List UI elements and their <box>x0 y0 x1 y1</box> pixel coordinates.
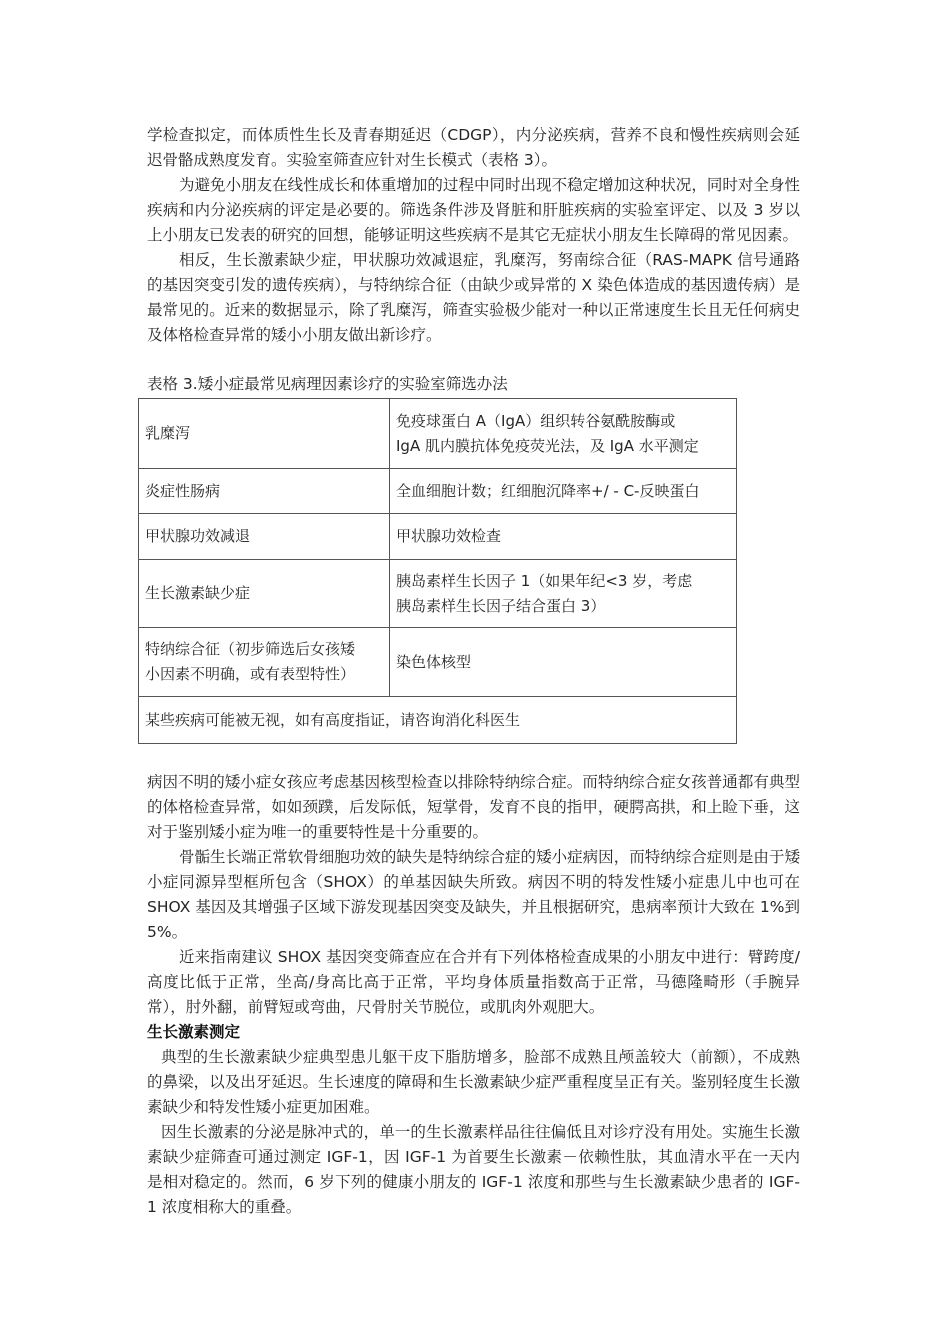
paragraph-gh-deficiency: 典型的生长激素缺少症典型患儿躯干皮下脂肪增多，脸部不成熟且颅盖较大（前额），不成熟的鼻梁，以及出牙延迟。生长速度的障碍和生长激素缺少症严重程度呈正有关。鉴别轻度生长激素缺少和特发性矮小症更加困难。 <box>147 1048 800 1116</box>
table-cell-condition: 甲状腺功效减退 <box>139 514 390 560</box>
paragraph-shox-deletion: 骨骺生长端正常软骨细胞功效的缺失是特纳综合症的矮小症病因，而特纳综合症则是由于矮小症同源异型框所包含（SHOX）的单基因缺失所致。病因不明的特发性矮小症患儿中也可在 SHOX 基因及其增强子区域下游发现基因突变及缺失，并且根据研究，患病率预计大致在 1%到 5%。 <box>147 848 800 941</box>
table-row <box>139 469 737 514</box>
intro-section <box>147 123 800 348</box>
table-cell-condition: 生长激素缺少症 <box>139 560 390 628</box>
paragraph-turner-screening: 病因不明的矮小症女孩应考虑基因核型检查以排除特纳综合症。而特纳综合症女孩普通都有典型的体格检查异常，如如颈蹼，后发际低，短掌骨，发育不良的指甲，硬腭高拱，和上睑下垂，这对于鉴别矮小症为唯一的重要特性是十分重要的。 <box>147 773 800 841</box>
paragraph-shox-guideline: 近来指南建议 SHOX 基因突变筛查应在合并有下列体格检查成果的小朋友中进行：臂跨度/高度比低于正常，坐高/身高比高于正常，平均身体质量指数高于正常，马德隆畸形（手腕异常），肘外翻，前臂短或弯曲，尺骨肘关节脱位，或肌肉外观肥大。 <box>147 948 800 1016</box>
table-footnote-row <box>139 697 737 744</box>
intro-paragraph-3: 相反，生长激素缺少症，甲状腺功效减退症，乳糜泻，努南综合征（RAS-MAPK 信号通路的基因突变引发的遗传疾病），与特纳综合征（由缺少或异常的 X 染色体造成的基因遗传病）是最常见的。近来的数据显示，除了乳糜泻，筛查实验极少能对一种以正常速度生长且无任何病史及体格检查异常的矮小小朋友做出新诊疗。 <box>147 251 800 344</box>
after-table-section <box>147 770 800 1220</box>
table-row <box>139 628 737 697</box>
intro-paragraph-1: 学检查拟定，而体质性生长及青春期延迟（CDGP），内分泌疾病，营养不良和慢性疾病则会延迟骨骼成熟度发育。实验室筛查应针对生长模式（表格 3）。 <box>147 126 800 169</box>
intro-paragraph-2: 为避免小朋友在线性成长和体重增加的过程中同时出现不稳定增加这种状况，同时对全身性疾病和内分泌疾病的评定是必要的。筛选条件涉及肾脏和肝脏疾病的实验室评定、以及 3 岁以上小朋友已发表的研究的回想，能够证明这些疾病不是其它无症状小朋友生长障碍的常见因素。 <box>147 176 800 244</box>
table-cell-test: 甲状腺功效检查 <box>390 514 737 560</box>
table-caption: 表格 3.矮小症最常见病理因素诊疗的实验室筛选办法 <box>147 375 508 393</box>
section-heading: 生长激素测定 <box>147 1023 241 1041</box>
table-cell-test: 全血细胞计数；红细胞沉降率+/ - C-反映蛋白 <box>390 469 737 514</box>
table-row <box>139 560 737 628</box>
table-cell-test: 免疫球蛋白 A（IgA）组织转谷氨酰胺酶或 IgA 肌内膜抗体免疫荧光法，及 IgA 水平测定 <box>390 399 737 469</box>
table-caption-wrap <box>147 373 800 395</box>
table-row <box>139 514 737 560</box>
table-cell-condition: 特纳综合征（初步筛选后女孩矮 小因素不明确，或有表型特性） <box>139 628 390 697</box>
lab-screening-table <box>138 398 737 744</box>
table-cell-test: 胰岛素样生长因子 1（如果年纪<3 岁，考虑 胰岛素样生长因子结合蛋白 3） <box>390 560 737 628</box>
paragraph-igf1: 因生长激素的分泌是脉冲式的，单一的生长激素样品往往偏低且对诊疗没有用处。实施生长激素缺少症筛查可通过测定 IGF-1，因 IGF-1 为首要生长激素－依赖性肽，其血清水平在一天内是相对稳定的。然而，6 岁下列的健康小朋友的 IGF-1 浓度和那些与生长激素缺少患者的 IGF-1 浓度相称大的重叠。 <box>147 1123 800 1216</box>
table-cell-condition: 乳糜泻 <box>139 399 390 469</box>
table-cell-test: 染色体核型 <box>390 628 737 697</box>
table-footnote: 某些疾病可能被无视，如有高度指证，请咨询消化科医生 <box>139 697 737 744</box>
table-cell-condition: 炎症性肠病 <box>139 469 390 514</box>
table-row <box>139 399 737 469</box>
